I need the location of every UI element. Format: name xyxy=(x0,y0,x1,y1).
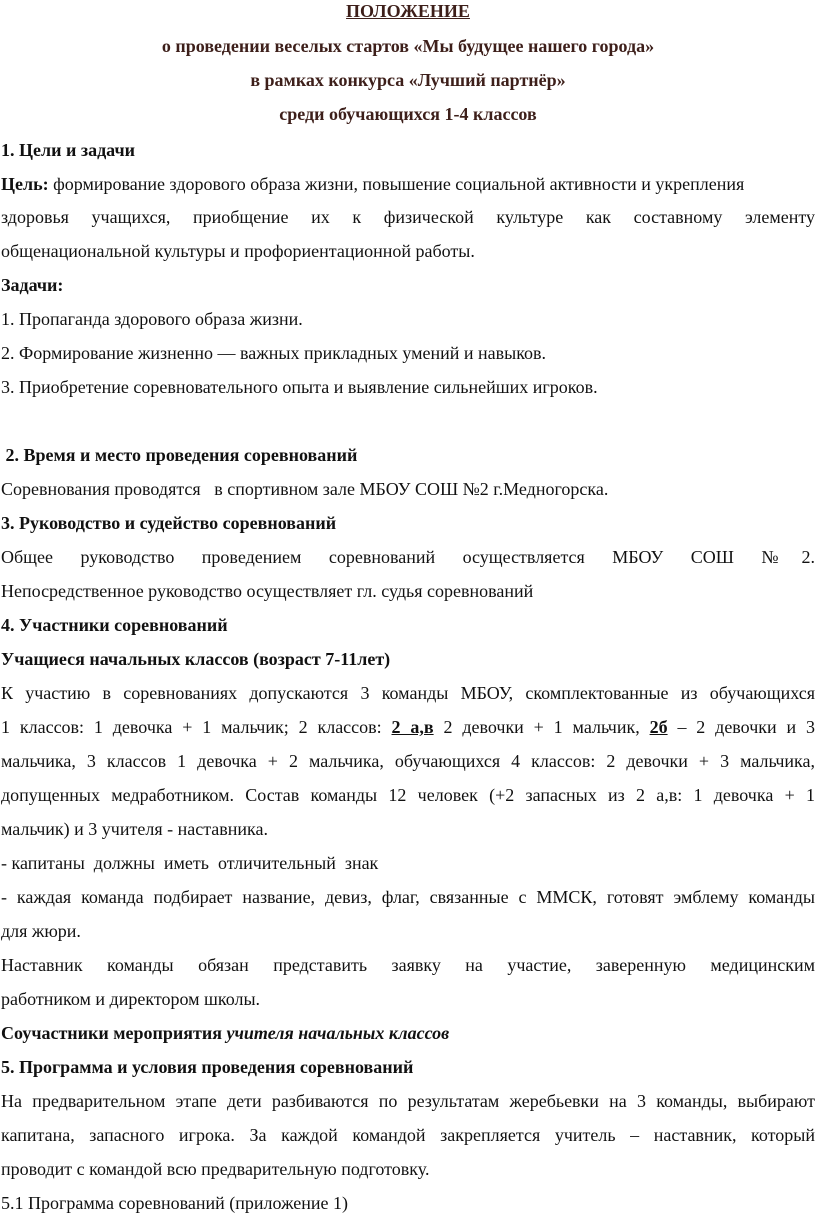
co-participants-line xyxy=(1,1022,815,1044)
section-5-heading: 5. Программа и условия проведения соревнований xyxy=(1,1057,414,1077)
tasks-label: Задачи: xyxy=(1,275,64,295)
task-item-1: 1. Пропаганда здорового образа жизни. xyxy=(1,309,303,329)
participants-line-3: мальчика, 3 классов 1 девочка + 2 мальчика, обучающихся 4 классов: 2 девочки + 3 мальчика, xyxy=(1,751,815,771)
section-5-line-3: проводит с командой всю предварительную подготовку. xyxy=(1,1159,430,1179)
section-5-line-2: капитана, запасного игрока. За каждой командой закрепляется учитель – наставник, который xyxy=(1,1125,815,1145)
document-subtitle-audience: среди обучающихся 1-4 классов xyxy=(279,104,537,124)
mentor-line-2: работником и директором школы. xyxy=(1,989,261,1009)
participants-line-2 xyxy=(1,716,815,738)
class-2av-label: 2 а,в xyxy=(391,717,434,737)
section-4-heading: 4. Участники соревнований xyxy=(1,615,228,635)
section-1-heading: 1. Цели и задачи xyxy=(1,140,135,160)
class-2b-label: 2б xyxy=(649,717,668,737)
participants-line-2-part-c: 2 девочки + 1 мальчик, xyxy=(433,717,650,737)
document-subtitle-event: о проведении веселых стартов «Мы будущее нашего города» xyxy=(161,36,655,56)
section-5-line-1: На предварительном этапе дети разбиваются по результатам жеребьевки на 3 команды, выбирают xyxy=(1,1091,815,1111)
section-2-text: Соревнования проводятся в спортивном зале МБОУ СОШ №2 г.Медногорска. xyxy=(1,479,609,499)
bullet-team-name-line-1: - каждая команда подбирает название, девиз, флаг, связанные с ММСК, готовят эмблему команды xyxy=(1,887,815,907)
bullet-team-name-line-2: для жюри. xyxy=(1,921,81,941)
goal-line-1 xyxy=(1,173,815,195)
participants-line-1: К участию в соревнованиях допускаются 3 команды МБОУ, скомплектованные из обучающихся xyxy=(1,683,815,703)
document-title: ПОЛОЖЕНИЕ xyxy=(346,1,470,21)
section-2-heading: 2. Время и место проведения соревнований xyxy=(1,445,358,465)
task-item-2: 2. Формирование жизненно — важных прикладных умений и навыков. xyxy=(1,343,547,363)
document-subtitle-contest: в рамках конкурса «Лучший партнёр» xyxy=(250,70,566,90)
co-participants-value: учителя начальных классов xyxy=(226,1023,450,1043)
task-item-3: 3. Приобретение соревновательного опыта и выявление сильнейших игроков. xyxy=(1,377,598,397)
section-5-line-4: 5.1 Программа соревнований (приложение 1) xyxy=(1,1193,349,1213)
goal-line-2: здоровья учащихся, приобщение их к физической культуре как составному элементу xyxy=(1,207,815,227)
participants-line-5: мальчик) и 3 учителя - наставника. xyxy=(1,819,269,839)
participants-line-4: допущенных медработником. Состав команды 12 человек (+2 запасных из 2 а,в: 1 девочка + 1 xyxy=(1,785,815,805)
goal-text-1: формирование здорового образа жизни, повышение социальной активности и укрепления xyxy=(48,174,745,194)
section-3-heading: 3. Руководство и судейство соревнований xyxy=(1,513,337,533)
section-4-subheading: Учащиеся начальных классов (возраст 7-11лет) xyxy=(1,649,391,669)
participants-line-2-part-e: – 2 девочки и 3 xyxy=(667,717,815,737)
mentor-line-1: Наставник команды обязан представить заявку на участие, заверенную медицинским xyxy=(1,955,815,975)
bullet-captains: - капитаны должны иметь отличительный знак xyxy=(1,853,379,873)
goal-label: Цель: xyxy=(1,174,49,194)
section-3-line-1: Общее руководство проведением соревнований осуществляется МБОУ СОШ №2. xyxy=(1,547,815,567)
participants-line-2-part-a: 1 классов: 1 девочка + 1 мальчик; 2 классов: xyxy=(1,717,392,737)
goal-line-3: общенациональной культуры и профориентационной работы. xyxy=(1,241,475,261)
section-3-line-2: Непосредственное руководство осуществляет гл. судья соревнований xyxy=(1,581,534,601)
co-participants-label: Соучастники мероприятия xyxy=(1,1023,227,1043)
